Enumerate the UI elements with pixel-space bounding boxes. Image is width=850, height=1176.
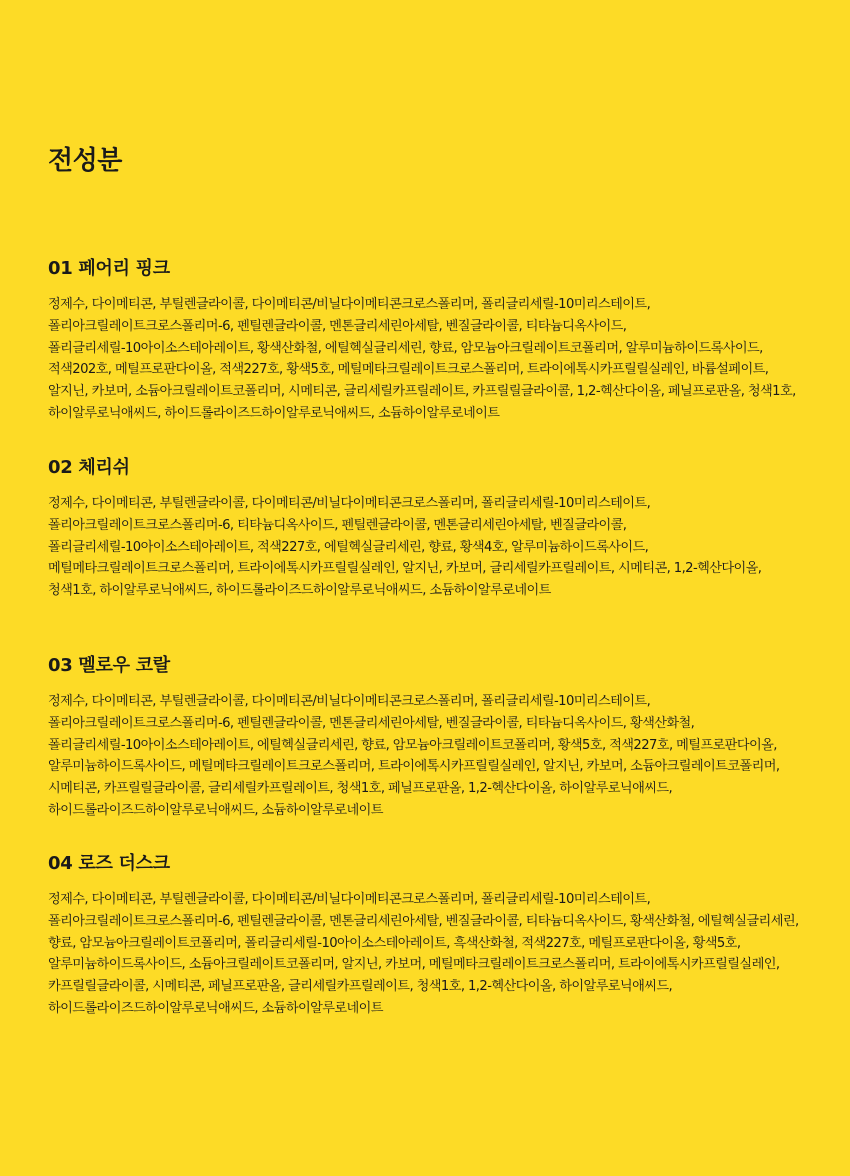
shade-heading: 02 체리쉬 [48,457,130,478]
shade-heading: 01 페어리 핑크 [48,258,170,279]
ingredient-list: 정제수, 다이메티콘, 부틸렌글라이콜, 다이메티콘/비닐다이메티콘크로스폴리머, 폴리글리세릴-10미리스테이트, 폴리아크릴레이트크로스폴리머-6, 티타늄디옥사이드, 펜틸렌글라이콜, 멘톤글리세린아세탈, 벤질글라이콜, 폴리글리세릴-10아이소스테아레이트, 적색227호, 에틸헥실글리세린, 향료, 황색4호, 알루미늄하이드록사이드, 메틸메타크릴레이트크로스폴리머, 트라이에톡시카프릴릴실레인, 알지닌, 카보머, 글리세릴카프릴레이트, 시메티콘, 1,2-헥산다이올, 청색1호, 하이알루로닉애씨드, 하이드롤라이즈드하이알루로닉애씨드, 소듐하이알루로네이트 [48,496,762,599]
ingredient-list: 정제수, 다이메티콘, 부틸렌글라이콜, 다이메티콘/비닐다이메티콘크로스폴리머, 폴리글리세릴-10미리스테이트, 폴리아크릴레이트크로스폴리머-6, 펜틸렌글라이콜, 멘톤글리세린아세탈, 벤질글라이콜, 티타늄디옥사이드, 폴리글리세릴-10아이소스테아레이트, 황색산화철, 에틸헥실글리세린, 향료, 암모늄아크릴레이트코폴리머, 알루미늄하이드록사이드, 적색202호, 메틸프로판다이올, 적색227호, 황색5호, 메틸메타크릴레이트크로스폴리머, 트라이에톡시카프릴릴실레인, 바륨설페이트, 알지닌, 카보머, 소듐아크릴레이트코폴리머, 시메티콘, 글리세릴카프릴레이트, 카프릴릴글라이콜, 1,2-헥산다이올, 페닐프로판올, 청색1호, 하이알루로닉애씨드, 하이드롤라이즈드하이알루로닉애씨드, 소듐하이알루로네이트 [48,297,796,421]
shade-section-mellow-coral [48,651,804,822]
ingredient-list: 정제수, 다이메티콘, 부틸렌글라이콜, 다이메티콘/비닐다이메티콘크로스폴리머, 폴리글리세릴-10미리스테이트, 폴리아크릴레이트크로스폴리머-6, 펜틸렌글라이콜, 멘톤글리세린아세탈, 벤질글라이콜, 티타늄디옥사이드, 황색산화철, 폴리글리세릴-10아이소스테아레이트, 에틸헥실글리세린, 향료, 암모늄아크릴레이트코폴리머, 황색5호, 적색227호, 메틸프로판다이올, 알루미늄하이드록사이드, 메틸메타크릴레이트크로스폴리머, 트라이에톡시카프릴릴실레인, 알지닌, 카보머, 소듐아크릴레이트코폴리머, 시메티콘, 카프릴릴글라이콜, 글리세릴카프릴레이트, 청색1호, 페닐프로판올, 1,2-헥산다이올, 하이알루로닉애씨드, 하이드롤라이즈드하이알루로닉애씨드, 소듐하이알루로네이트 [48,694,780,818]
shade-heading: 03 멜로우 코랄 [48,655,170,676]
page-title: 전성분 [48,146,122,176]
shade-section-fairy-pink [48,254,804,425]
shade-section-rose-dusk [48,849,804,1020]
shade-section-cherish [48,453,804,602]
ingredient-list: 정제수, 다이메티콘, 부틸렌글라이콜, 다이메티콘/비닐다이메티콘크로스폴리머, 폴리글리세릴-10미리스테이트, 폴리아크릴레이트크로스폴리머-6, 펜틸렌글라이콜, 멘톤글리세린아세탈, 벤질글라이콜, 티타늄디옥사이드, 황색산화철, 에틸헥실글리세린, 향료, 암모늄아크릴레이트코폴리머, 폴리글리세릴-10아이소스테아레이트, 흑색산화철, 적색227호, 메틸프로판다이올, 황색5호, 알루미늄하이드록사이드, 소듐아크릴레이트코폴리머, 알지닌, 카보머, 메틸메타크릴레이트크로스폴리머, 트라이에톡시카프릴릴실레인, 카프릴릴글라이콜, 시메티콘, 페닐프로판올, 글리세릴카프릴레이트, 청색1호, 1,2-헥산다이올, 하이알루로닉애씨드, 하이드롤라이즈드하이알루로닉애씨드, 소듐하이알루로네이트 [48,892,799,1016]
shade-heading: 04 로즈 더스크 [48,853,170,874]
